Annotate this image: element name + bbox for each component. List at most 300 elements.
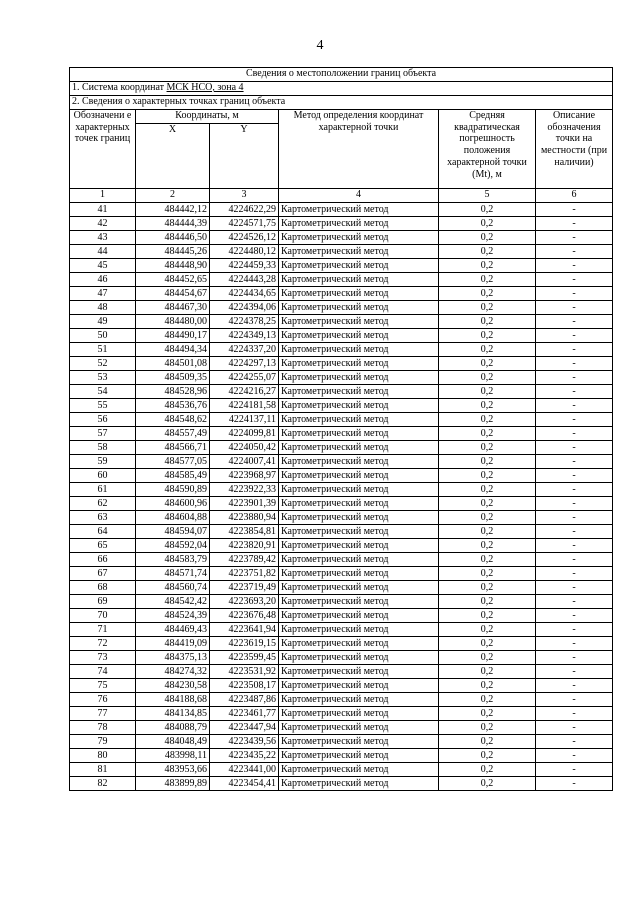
table-row (70, 385, 613, 399)
method-cell: Картометрический метод (279, 231, 439, 245)
description-cell: - (536, 329, 613, 343)
coordinate-y: 4224137,11 (210, 413, 279, 427)
table-row (70, 679, 613, 693)
coordinate-x: 484188,68 (136, 693, 210, 707)
table-title-row (70, 68, 613, 82)
description-cell: - (536, 511, 613, 525)
table-row (70, 329, 613, 343)
coordinate-x: 484454,67 (136, 287, 210, 301)
method-cell: Картометрический метод (279, 301, 439, 315)
column-number: 4 (279, 189, 439, 203)
table-row (70, 777, 613, 791)
coordinate-x: 484501,08 (136, 357, 210, 371)
coordinate-x: 484557,49 (136, 427, 210, 441)
table-row (70, 301, 613, 315)
point-number: 82 (70, 777, 136, 791)
point-number: 59 (70, 455, 136, 469)
header-row (70, 110, 613, 124)
point-number: 47 (70, 287, 136, 301)
method-cell: Картометрический метод (279, 259, 439, 273)
description-cell: - (536, 273, 613, 287)
coordinate-x: 484442,12 (136, 203, 210, 217)
coordinate-x: 484448,90 (136, 259, 210, 273)
table-row (70, 609, 613, 623)
coordinate-x: 484230,58 (136, 679, 210, 693)
table-row (70, 413, 613, 427)
method-cell: Картометрический метод (279, 217, 439, 231)
coordinate-x: 484509,35 (136, 371, 210, 385)
coordinate-y: 4224394,06 (210, 301, 279, 315)
point-number: 73 (70, 651, 136, 665)
table-row (70, 721, 613, 735)
coordinate-x: 484446,50 (136, 231, 210, 245)
table-row (70, 217, 613, 231)
coordinate-x: 484542,42 (136, 595, 210, 609)
coordinate-y: 4224480,12 (210, 245, 279, 259)
coordinate-x: 484571,74 (136, 567, 210, 581)
description-cell: - (536, 553, 613, 567)
point-number: 57 (70, 427, 136, 441)
description-cell: - (536, 455, 613, 469)
method-cell: Картометрический метод (279, 497, 439, 511)
method-cell: Картометрический метод (279, 735, 439, 749)
coordinate-x: 484469,43 (136, 623, 210, 637)
accuracy-cell: 0,2 (439, 315, 536, 329)
description-cell: - (536, 539, 613, 553)
column-number: 5 (439, 189, 536, 203)
coordinate-y: 4224622,29 (210, 203, 279, 217)
method-cell: Картометрический метод (279, 329, 439, 343)
accuracy-cell: 0,2 (439, 511, 536, 525)
coordinate-x: 484548,62 (136, 413, 210, 427)
description-cell: - (536, 567, 613, 581)
table-row (70, 651, 613, 665)
coordinate-y: 4224526,12 (210, 231, 279, 245)
accuracy-cell: 0,2 (439, 273, 536, 287)
coordinate-y: 4223508,17 (210, 679, 279, 693)
coordinate-y: 4224434,65 (210, 287, 279, 301)
coordinate-y: 4224007,41 (210, 455, 279, 469)
coordinate-y: 4223922,33 (210, 483, 279, 497)
description-cell: - (536, 203, 613, 217)
coordinate-x: 484445,26 (136, 245, 210, 259)
coordinate-system (70, 82, 613, 96)
description-cell: - (536, 525, 613, 539)
description-cell: - (536, 763, 613, 777)
accuracy-cell: 0,2 (439, 735, 536, 749)
description-cell: - (536, 301, 613, 315)
table-row (70, 735, 613, 749)
description-cell: - (536, 427, 613, 441)
points-section-row (70, 96, 613, 110)
table-row (70, 525, 613, 539)
coordinate-y: 4223880,94 (210, 511, 279, 525)
accuracy-cell: 0,2 (439, 567, 536, 581)
accuracy-cell: 0,2 (439, 665, 536, 679)
point-number: 50 (70, 329, 136, 343)
point-number: 63 (70, 511, 136, 525)
accuracy-cell: 0,2 (439, 763, 536, 777)
description-cell: - (536, 651, 613, 665)
header-designation: Обозначени е характерных точек границ (70, 110, 136, 189)
point-number: 52 (70, 357, 136, 371)
description-cell: - (536, 357, 613, 371)
coordinate-system-label: 1. Система координат (72, 82, 167, 93)
coordinate-x: 484524,39 (136, 609, 210, 623)
point-number: 61 (70, 483, 136, 497)
method-cell: Картометрический метод (279, 413, 439, 427)
method-cell: Картометрический метод (279, 609, 439, 623)
accuracy-cell: 0,2 (439, 581, 536, 595)
coordinate-y: 4224255,07 (210, 371, 279, 385)
point-number: 48 (70, 301, 136, 315)
method-cell: Картометрический метод (279, 357, 439, 371)
accuracy-cell: 0,2 (439, 595, 536, 609)
header-method: Метод определения координат характерной точки (279, 110, 439, 189)
description-cell: - (536, 609, 613, 623)
coordinate-y: 4224297,13 (210, 357, 279, 371)
point-number: 81 (70, 763, 136, 777)
method-cell: Картометрический метод (279, 399, 439, 413)
accuracy-cell: 0,2 (439, 231, 536, 245)
accuracy-cell: 0,2 (439, 413, 536, 427)
accuracy-cell: 0,2 (439, 539, 536, 553)
coordinate-x: 484452,65 (136, 273, 210, 287)
column-number: 3 (210, 189, 279, 203)
coordinate-x: 484560,74 (136, 581, 210, 595)
point-number: 74 (70, 665, 136, 679)
coordinate-y: 4224459,33 (210, 259, 279, 273)
point-number: 51 (70, 343, 136, 357)
accuracy-cell: 0,2 (439, 679, 536, 693)
table-row (70, 665, 613, 679)
description-cell: - (536, 483, 613, 497)
point-number: 70 (70, 609, 136, 623)
table-row (70, 427, 613, 441)
coordinate-x: 484594,07 (136, 525, 210, 539)
table-row (70, 511, 613, 525)
description-cell: - (536, 287, 613, 301)
point-number: 55 (70, 399, 136, 413)
coordinate-x: 483998,11 (136, 749, 210, 763)
point-number: 69 (70, 595, 136, 609)
accuracy-cell: 0,2 (439, 469, 536, 483)
accuracy-cell: 0,2 (439, 329, 536, 343)
coordinate-x: 484274,32 (136, 665, 210, 679)
description-cell: - (536, 735, 613, 749)
accuracy-cell: 0,2 (439, 357, 536, 371)
method-cell: Картометрический метод (279, 511, 439, 525)
description-cell: - (536, 385, 613, 399)
accuracy-cell: 0,2 (439, 217, 536, 231)
point-number: 64 (70, 525, 136, 539)
table-row (70, 539, 613, 553)
table-row (70, 371, 613, 385)
point-number: 75 (70, 679, 136, 693)
point-number: 77 (70, 707, 136, 721)
accuracy-cell: 0,2 (439, 623, 536, 637)
coordinate-y: 4224099,81 (210, 427, 279, 441)
method-cell: Картометрический метод (279, 763, 439, 777)
method-cell: Картометрический метод (279, 595, 439, 609)
coordinate-x: 484134,85 (136, 707, 210, 721)
coordinate-x: 484480,00 (136, 315, 210, 329)
point-number: 79 (70, 735, 136, 749)
method-cell: Картометрический метод (279, 203, 439, 217)
table-row (70, 483, 613, 497)
coordinate-y: 4224181,58 (210, 399, 279, 413)
coordinate-y: 4223461,77 (210, 707, 279, 721)
coordinate-y: 4223641,94 (210, 623, 279, 637)
coordinate-x: 484592,04 (136, 539, 210, 553)
coordinate-y: 4223619,15 (210, 637, 279, 651)
table-row (70, 273, 613, 287)
point-number: 49 (70, 315, 136, 329)
accuracy-cell: 0,2 (439, 259, 536, 273)
method-cell: Картометрический метод (279, 637, 439, 651)
table-row (70, 469, 613, 483)
accuracy-cell: 0,2 (439, 693, 536, 707)
accuracy-cell: 0,2 (439, 301, 536, 315)
description-cell: - (536, 749, 613, 763)
method-cell: Картометрический метод (279, 455, 439, 469)
coordinate-y: 4224337,20 (210, 343, 279, 357)
point-number: 80 (70, 749, 136, 763)
accuracy-cell: 0,2 (439, 371, 536, 385)
table-row (70, 637, 613, 651)
table-row (70, 553, 613, 567)
table-row (70, 287, 613, 301)
coordinate-x: 483899,89 (136, 777, 210, 791)
description-cell: - (536, 343, 613, 357)
coordinate-y: 4223439,56 (210, 735, 279, 749)
table-row (70, 343, 613, 357)
description-cell: - (536, 721, 613, 735)
table-row (70, 693, 613, 707)
coordinate-x: 484490,17 (136, 329, 210, 343)
point-number: 41 (70, 203, 136, 217)
coordinate-x: 484604,88 (136, 511, 210, 525)
table-row (70, 581, 613, 595)
method-cell: Картометрический метод (279, 623, 439, 637)
accuracy-cell: 0,2 (439, 203, 536, 217)
description-cell: - (536, 315, 613, 329)
description-cell: - (536, 707, 613, 721)
coordinate-y: 4224216,27 (210, 385, 279, 399)
coordinate-y: 4223719,49 (210, 581, 279, 595)
method-cell: Картометрический метод (279, 525, 439, 539)
coordinate-x: 484467,30 (136, 301, 210, 315)
method-cell: Картометрический метод (279, 287, 439, 301)
table-row (70, 203, 613, 217)
method-cell: Картометрический метод (279, 777, 439, 791)
description-cell: - (536, 777, 613, 791)
method-cell: Картометрический метод (279, 385, 439, 399)
point-number: 56 (70, 413, 136, 427)
table-row (70, 707, 613, 721)
description-cell: - (536, 231, 613, 245)
description-cell: - (536, 693, 613, 707)
coordinate-y: 4223447,94 (210, 721, 279, 735)
coordinate-x: 484585,49 (136, 469, 210, 483)
method-cell: Картометрический метод (279, 665, 439, 679)
coordinate-y: 4223676,48 (210, 609, 279, 623)
accuracy-cell: 0,2 (439, 427, 536, 441)
method-cell: Картометрический метод (279, 553, 439, 567)
point-number: 42 (70, 217, 136, 231)
accuracy-cell: 0,2 (439, 721, 536, 735)
points-section-label: 2. Сведения о характерных точках границ объекта (70, 96, 613, 110)
column-number: 1 (70, 189, 136, 203)
accuracy-cell: 0,2 (439, 385, 536, 399)
table-row (70, 623, 613, 637)
coordinate-y: 4223531,92 (210, 665, 279, 679)
method-cell: Картометрический метод (279, 693, 439, 707)
method-cell: Картометрический метод (279, 469, 439, 483)
table-title: Сведения о местоположении границ объекта (70, 68, 613, 82)
accuracy-cell: 0,2 (439, 441, 536, 455)
coordinate-x: 484600,96 (136, 497, 210, 511)
method-cell: Картометрический метод (279, 679, 439, 693)
method-cell: Картометрический метод (279, 567, 439, 581)
description-cell: - (536, 259, 613, 273)
table-row (70, 567, 613, 581)
table-row (70, 763, 613, 777)
boundary-points-table (69, 67, 613, 791)
coordinate-x: 484536,76 (136, 399, 210, 413)
table-row (70, 399, 613, 413)
coordinate-y: 4224349,13 (210, 329, 279, 343)
coordinate-y: 4223968,97 (210, 469, 279, 483)
point-number: 58 (70, 441, 136, 455)
method-cell: Картометрический метод (279, 273, 439, 287)
method-cell: Картометрический метод (279, 371, 439, 385)
coordinate-x: 483953,66 (136, 763, 210, 777)
accuracy-cell: 0,2 (439, 749, 536, 763)
coordinate-x: 484583,79 (136, 553, 210, 567)
coordinate-y: 4223751,82 (210, 567, 279, 581)
point-number: 68 (70, 581, 136, 595)
description-cell: - (536, 679, 613, 693)
method-cell: Картометрический метод (279, 483, 439, 497)
method-cell: Картометрический метод (279, 721, 439, 735)
table-row (70, 315, 613, 329)
method-cell: Картометрический метод (279, 441, 439, 455)
description-cell: - (536, 469, 613, 483)
coordinate-y: 4223441,00 (210, 763, 279, 777)
header-coordinates: Координаты, м (136, 110, 279, 124)
description-cell: - (536, 497, 613, 511)
table-row (70, 245, 613, 259)
description-cell: - (536, 413, 613, 427)
coordinate-x: 484088,79 (136, 721, 210, 735)
description-cell: - (536, 665, 613, 679)
coordinate-x: 484048,49 (136, 735, 210, 749)
header-y: Y (210, 124, 279, 189)
accuracy-cell: 0,2 (439, 651, 536, 665)
accuracy-cell: 0,2 (439, 777, 536, 791)
coordinate-system-value: МСК НСО, зона 4 (166, 82, 244, 93)
coordinate-x: 484419,09 (136, 637, 210, 651)
coordinate-y: 4223854,81 (210, 525, 279, 539)
accuracy-cell: 0,2 (439, 455, 536, 469)
header-accuracy: Средняя квадратическая погрешность положения характерной точки (Mt), м (439, 110, 536, 189)
table-row (70, 749, 613, 763)
point-number: 71 (70, 623, 136, 637)
method-cell: Картометрический метод (279, 343, 439, 357)
coordinate-x: 484590,89 (136, 483, 210, 497)
point-number: 65 (70, 539, 136, 553)
point-number: 53 (70, 371, 136, 385)
description-cell: - (536, 623, 613, 637)
coordinate-y: 4223599,45 (210, 651, 279, 665)
column-number: 2 (136, 189, 210, 203)
description-cell: - (536, 581, 613, 595)
table-row (70, 259, 613, 273)
accuracy-cell: 0,2 (439, 245, 536, 259)
header-x: X (136, 124, 210, 189)
point-number: 67 (70, 567, 136, 581)
point-number: 46 (70, 273, 136, 287)
method-cell: Картометрический метод (279, 651, 439, 665)
accuracy-cell: 0,2 (439, 497, 536, 511)
table-row (70, 231, 613, 245)
description-cell: - (536, 371, 613, 385)
point-number: 78 (70, 721, 136, 735)
method-cell: Картометрический метод (279, 245, 439, 259)
method-cell: Картометрический метод (279, 315, 439, 329)
description-cell: - (536, 637, 613, 651)
table-row (70, 595, 613, 609)
page-number: 4 (316, 38, 324, 53)
accuracy-cell: 0,2 (439, 525, 536, 539)
coordinate-system-row (70, 82, 613, 96)
coordinate-y: 4223487,86 (210, 693, 279, 707)
method-cell: Картометрический метод (279, 539, 439, 553)
method-cell: Картометрический метод (279, 427, 439, 441)
coordinate-y: 4223789,42 (210, 553, 279, 567)
points-body (70, 203, 613, 791)
point-number: 76 (70, 693, 136, 707)
accuracy-cell: 0,2 (439, 399, 536, 413)
description-cell: - (536, 217, 613, 231)
column-number: 6 (536, 189, 613, 203)
coordinate-y: 4224443,28 (210, 273, 279, 287)
accuracy-cell: 0,2 (439, 637, 536, 651)
point-number: 72 (70, 637, 136, 651)
point-number: 60 (70, 469, 136, 483)
accuracy-cell: 0,2 (439, 343, 536, 357)
accuracy-cell: 0,2 (439, 287, 536, 301)
coordinate-y: 4224571,75 (210, 217, 279, 231)
coordinate-x: 484577,05 (136, 455, 210, 469)
point-number: 43 (70, 231, 136, 245)
table-row (70, 455, 613, 469)
point-number: 66 (70, 553, 136, 567)
table-row (70, 441, 613, 455)
point-number: 44 (70, 245, 136, 259)
point-number: 45 (70, 259, 136, 273)
coordinate-y: 4224378,25 (210, 315, 279, 329)
accuracy-cell: 0,2 (439, 483, 536, 497)
header-description: Описание обозначения точки на местности (при наличии) (536, 110, 613, 189)
description-cell: - (536, 595, 613, 609)
method-cell: Картометрический метод (279, 749, 439, 763)
coordinate-x: 484375,13 (136, 651, 210, 665)
accuracy-cell: 0,2 (439, 553, 536, 567)
method-cell: Картометрический метод (279, 581, 439, 595)
description-cell: - (536, 399, 613, 413)
